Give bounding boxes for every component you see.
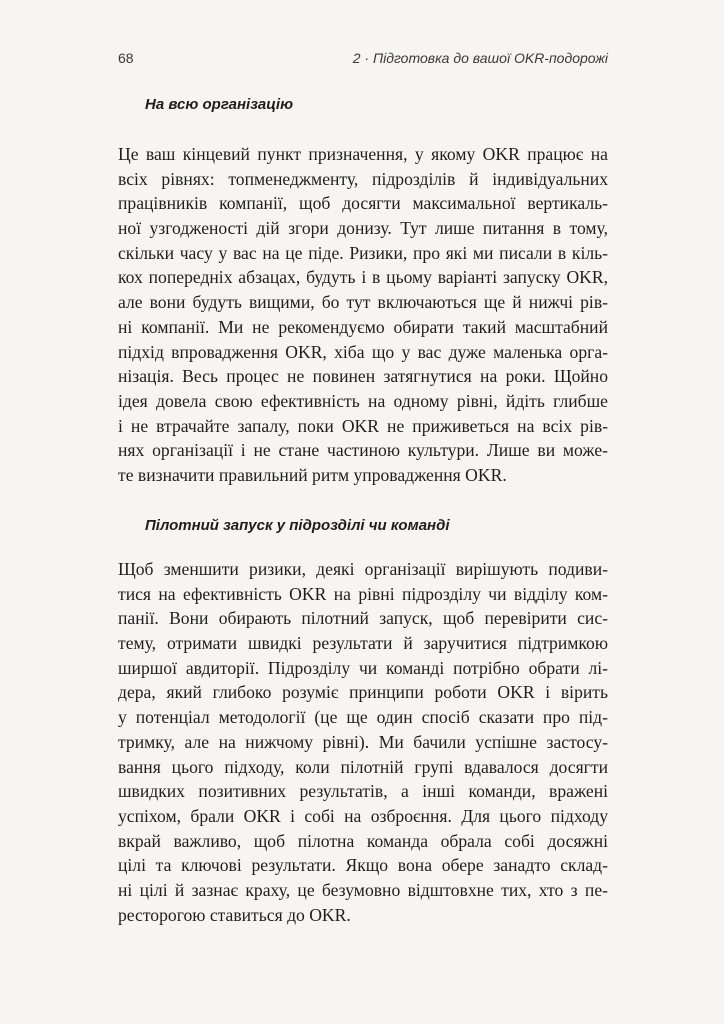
page-header: [118, 50, 608, 72]
text-line: ресторогою ставиться до OKR.: [118, 904, 351, 925]
text-line: успіхом, брали OKR і собі на озброєння. Для цього підходу: [118, 805, 608, 826]
text-line: нізація. Весь процес не повинен затягнутися на роки. Щойно: [118, 366, 608, 387]
text-line: всіх рівнях: топменеджменту, підрозділів й індивідуальних: [118, 168, 608, 189]
page-number: 68: [118, 50, 134, 66]
text-line: ні цілі й зазнає краху, це безумовно відштовхне тих, хто з пе-: [118, 879, 608, 900]
text-line: скільки часу у вас на це піде. Ризики, про які ми писали в кіль-: [118, 242, 608, 263]
text-line: Це ваш кінцевий пункт призначення, у якому OKR працює на: [118, 144, 608, 164]
text-line: але вони будуть вищими, бо тут включаються ще й нижчі рів-: [118, 292, 608, 313]
text-line: швидких позитивних результатів, а інші команди, вражені: [118, 781, 608, 802]
text-line: Щоб зменшити ризики, деякі організації вирішують подиви-: [118, 559, 608, 579]
section-heading: Пілотний запуск у підрозділі чи команді: [145, 517, 450, 534]
text-line: ширшої авдиторії. Підрозділу чи команді потрібно обрати лі-: [118, 657, 608, 678]
paragraph: [118, 142, 608, 488]
text-line: те визначити правильний ритм упровадження OKR.: [118, 464, 507, 485]
text-line: кох попередніх абзацах, будуть і в цьому варіанті запуску OKR,: [118, 267, 608, 288]
text-line: тися на ефективність OKR на рівні підрозділу чи відділу ком-: [118, 583, 608, 604]
text-line: панії. Вони обирають пілотний запуск, щоб перевірити сис-: [118, 608, 608, 629]
text-line: дера, який глибоко розуміє принципи роботи OKR і вірить: [118, 682, 608, 703]
running-head: 2 · Підготовка до вашої OKR-подорожі: [352, 50, 608, 66]
text-line: ідея довела свою ефективність на одному рівні, йдіть глибше: [118, 390, 608, 411]
text-line: тему, отримати швидкі результати й заручитися підтримкою: [118, 633, 608, 654]
paragraph: [118, 557, 608, 927]
text-line: тримку, але на нижчому рівні). Ми бачили успішне застосу-: [118, 731, 608, 752]
text-line: нях організації і не стане частиною культури. Лише ви може-: [118, 440, 608, 461]
text-line: працівників компанії, щоб досягти максимальної вертикаль-: [118, 193, 608, 214]
text-line: у потенціал методології (це ще один спосіб сказати про під-: [118, 707, 608, 728]
text-line: вання цього підходу, коли пілотній групі вдавалося досягти: [118, 756, 608, 777]
text-line: ні компанії. Ми не рекомендуємо обирати такий масштабний: [118, 316, 608, 337]
text-line: ної узгодженості дій згори донизу. Тут лише питання в тому,: [118, 218, 608, 239]
text-line: вкрай важливо, щоб пілотна команда обрала собі досяжні: [118, 830, 608, 851]
text-line: цілі та ключові результати. Якщо вона обере занадто склад-: [118, 855, 608, 876]
text-line: підхід впровадження OKR, хіба що у вас дуже маленька орга-: [118, 341, 608, 362]
section-heading: На всю організацію: [145, 96, 294, 113]
text-line: і не втрачайте запалу, поки OKR не приживеться на всіх рів-: [118, 415, 608, 436]
